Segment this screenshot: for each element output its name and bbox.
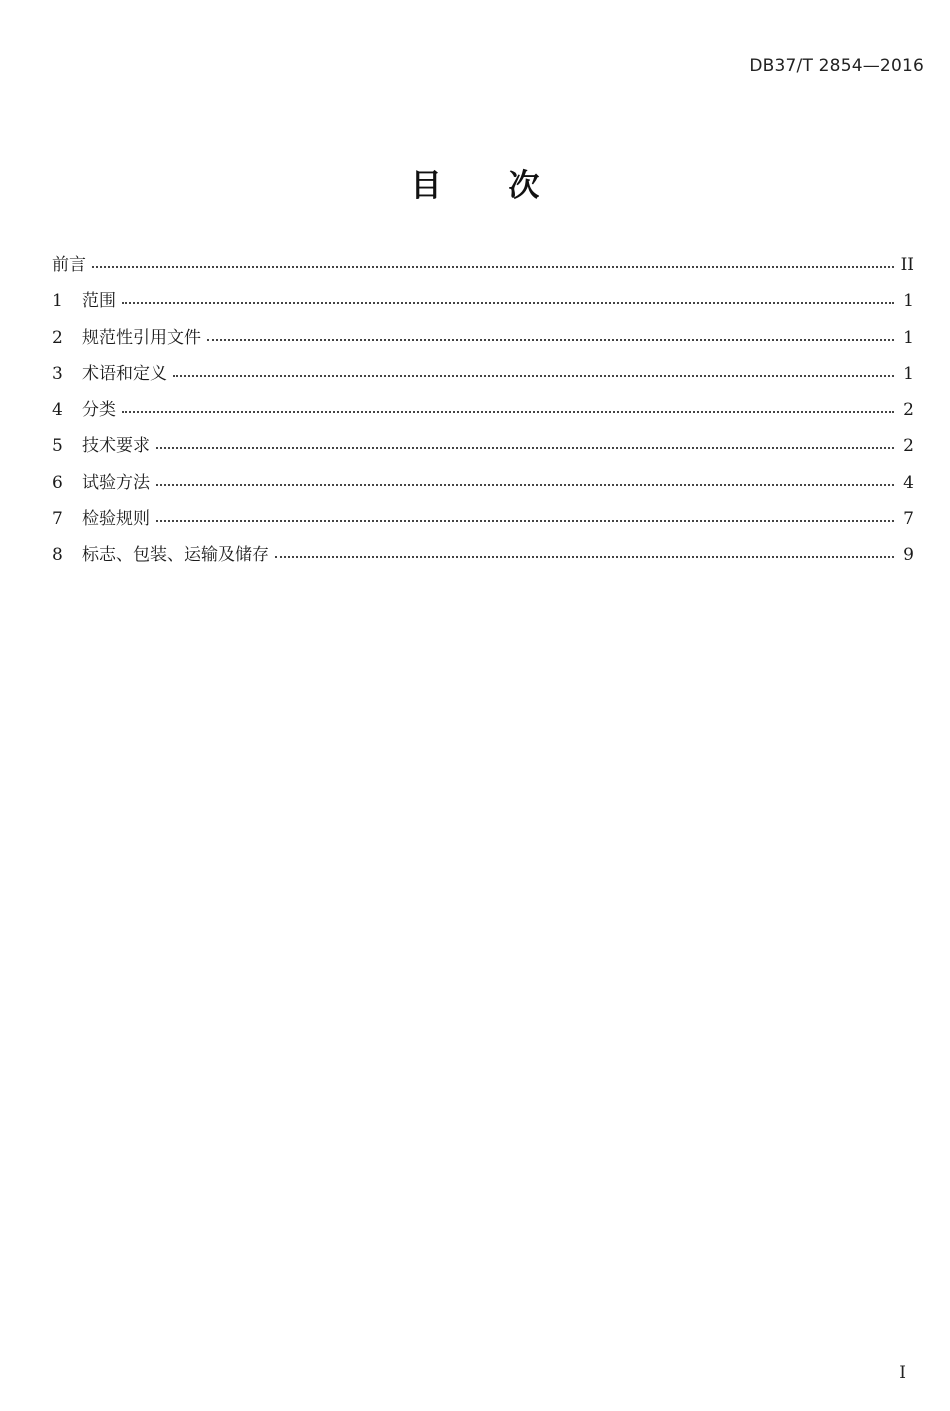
toc-entry-page: 2	[903, 400, 914, 421]
toc-entry-number: 6	[52, 472, 63, 493]
toc-entry-label: 范围	[82, 291, 116, 312]
toc-entry-label: 试验方法	[82, 472, 150, 493]
toc-entry-label: 前言	[52, 255, 86, 275]
page-number: I	[899, 1363, 906, 1383]
toc-dot-leader	[275, 555, 894, 558]
toc-entry-number: 1	[52, 291, 63, 312]
toc-entry-5[interactable]	[52, 431, 914, 467]
toc-dot-leader	[92, 265, 894, 268]
toc-entry-label: 标志、包装、运输及储存	[82, 545, 269, 566]
toc-entry-page: 1	[903, 327, 914, 348]
toc-entry-label: 检验规则	[82, 509, 150, 530]
toc-entry-foreword[interactable]	[52, 250, 914, 286]
toc-dot-leader	[156, 519, 894, 522]
toc-entry-page: 7	[903, 509, 914, 530]
toc-dot-leader	[122, 410, 894, 413]
toc-entry-1[interactable]	[52, 286, 914, 322]
toc-entry-number: 7	[52, 509, 63, 530]
toc-entry-6[interactable]	[52, 468, 914, 504]
toc-entry-number: 2	[52, 327, 63, 348]
toc-entry-label: 分类	[82, 400, 116, 421]
toc-entry-number: 3	[52, 363, 63, 384]
toc-entry-label: 技术要求	[82, 436, 150, 457]
toc-entry-page: II	[900, 255, 914, 275]
toc-entry-page: 9	[903, 545, 914, 566]
toc-entry-page: 1	[903, 291, 914, 312]
toc-entry-4[interactable]	[52, 395, 914, 431]
toc-entry-number: 4	[52, 400, 63, 421]
toc-entry-page: 1	[903, 363, 914, 384]
document-code: DB37/T 2854—2016	[749, 56, 924, 76]
page-title: 目 次	[410, 168, 568, 204]
toc-entry-number: 5	[52, 436, 63, 457]
toc-entry-page: 2	[903, 436, 914, 457]
toc-entry-3[interactable]	[52, 359, 914, 395]
toc-dot-leader	[122, 301, 894, 304]
toc-entry-2[interactable]	[52, 323, 914, 359]
toc-entry-8[interactable]	[52, 540, 914, 576]
toc-entry-label: 规范性引用文件	[82, 327, 201, 348]
toc-dot-leader	[156, 483, 894, 486]
toc-entry-label: 术语和定义	[82, 363, 167, 384]
toc-entry-page: 4	[903, 472, 914, 493]
toc-dot-leader	[173, 374, 894, 377]
table-of-contents	[52, 250, 914, 577]
toc-entry-7[interactable]	[52, 504, 914, 540]
toc-entry-number: 8	[52, 545, 63, 566]
toc-dot-leader	[156, 446, 894, 449]
toc-dot-leader	[207, 338, 894, 341]
